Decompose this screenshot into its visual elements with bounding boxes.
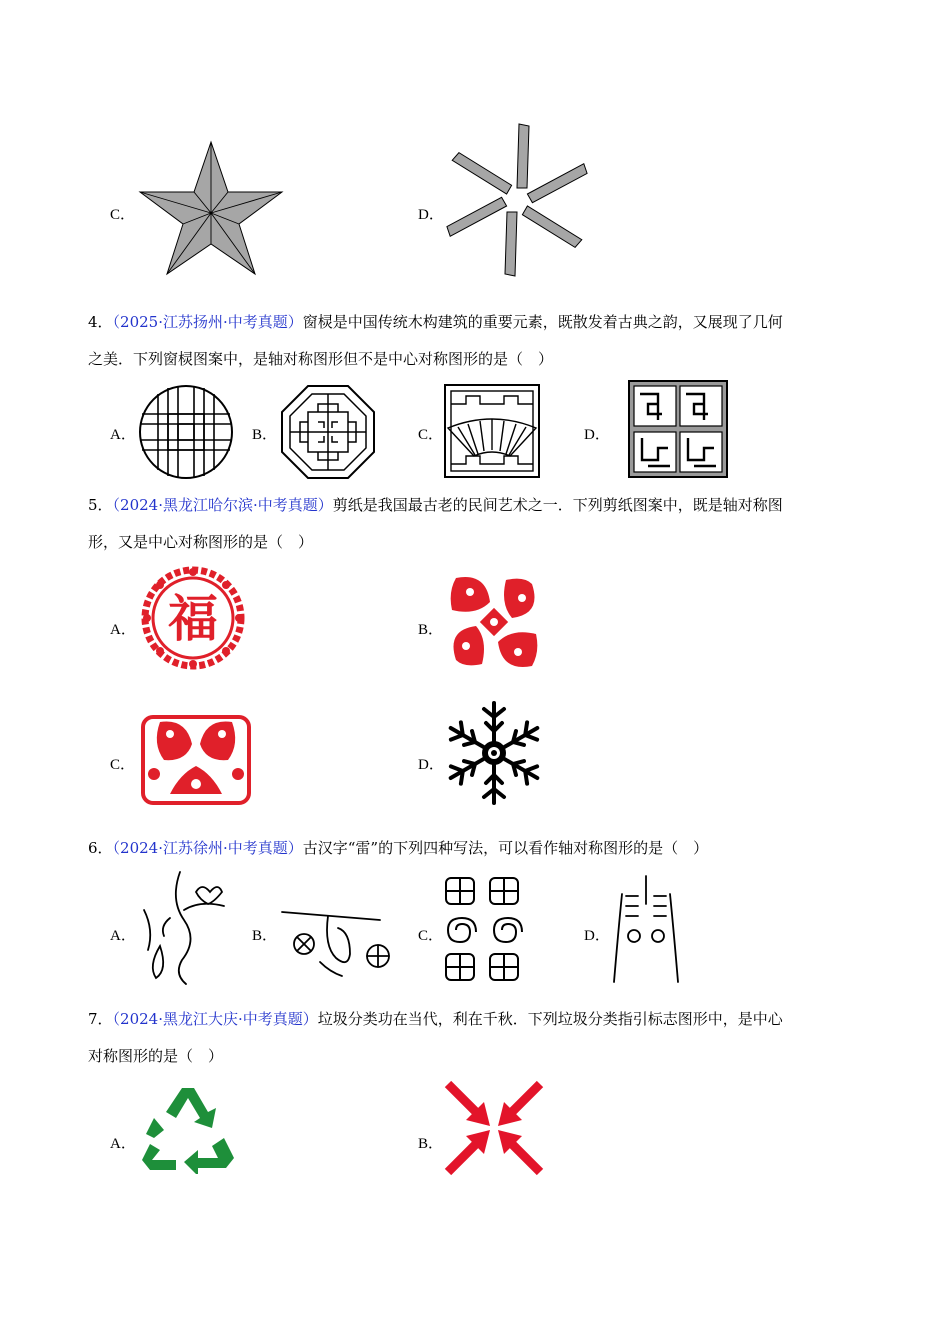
q4-option-d: D．: [584, 427, 610, 443]
q6-option-b: B．: [252, 928, 278, 944]
q5-line1: [88, 494, 783, 516]
q5-option-a: A．: [110, 622, 136, 638]
papercut-twin-fish-figure: [140, 714, 252, 806]
q7-option-a: A．: [110, 1136, 136, 1152]
q6-option-c: C．: [418, 928, 444, 944]
q5-text-1: 剪纸是我国最古老的民间艺术之一．下列剪纸图案中，既是轴对称图: [332, 496, 783, 514]
lattice-circle-figure: [138, 384, 234, 480]
pinwheel-figure: [444, 122, 590, 278]
q4-option-c: C．: [418, 427, 444, 443]
q7-number: 7．: [88, 1010, 113, 1028]
q7-line1: [88, 1008, 783, 1030]
q5-line2: 形，又是中心对称图形的是（ ）: [88, 533, 314, 551]
q6-number: 6．: [88, 839, 113, 857]
q4-line2: 之美．下列窗棂图案中，是轴对称图形但不是中心对称图形的是（ ）: [88, 350, 554, 368]
q5-option-b: B．: [418, 622, 444, 638]
star-figure: [138, 140, 284, 278]
lei-script-c-figure: [442, 874, 524, 984]
lei-script-d-figure: [610, 874, 682, 986]
q4-text-1: 窗棂是中国传统木构建筑的重要元素，既散发着古典之韵，又展现了几何: [302, 313, 783, 331]
q6-option-a: A．: [110, 928, 136, 944]
q6-line1: [88, 837, 708, 859]
lei-script-b-figure: [280, 906, 396, 982]
fu-character: 福: [168, 589, 218, 648]
lattice-fan-figure: [444, 384, 540, 478]
q4-number: 4．: [88, 313, 113, 331]
q6-source: （2024·江苏徐州·中考真题）: [112, 839, 303, 857]
recycle-icon: [138, 1082, 238, 1174]
q7-option-b: B．: [418, 1136, 444, 1152]
q5-option-d: D．: [418, 757, 444, 773]
q6-text-1: 古汉字“雷”的下列四种写法，可以看作轴对称图形的是（ ）: [302, 839, 709, 857]
q6-option-d: D．: [584, 928, 610, 944]
snowflake-figure: [444, 700, 544, 806]
lattice-octagon-figure: [280, 384, 376, 480]
q4-line1: [88, 311, 783, 333]
q7-source: （2024·黑龙江大庆·中考真题）: [112, 1010, 318, 1028]
lei-script-a-figure: [140, 870, 226, 986]
q5-number: 5．: [88, 496, 113, 514]
lattice-key-figure: [628, 380, 728, 478]
option-c-label: C．: [110, 207, 136, 223]
q4-option-b: B．: [252, 427, 278, 443]
papercut-fu-figure: [140, 566, 246, 670]
q7-line2: 对称图形的是（ ）: [88, 1047, 224, 1065]
option-d-label: D．: [418, 207, 444, 223]
papercut-fish-square-figure: [446, 574, 542, 670]
q5-option-c: C．: [110, 757, 136, 773]
q4-source: （2025·江苏扬州·中考真题）: [112, 313, 303, 331]
q4-option-a: A．: [110, 427, 136, 443]
q5-source: （2024·黑龙江哈尔滨·中考真题）: [112, 496, 333, 514]
q7-text-1: 垃圾分类功在当代，利在千秋．下列垃圾分类指引标志图形中，是中心: [317, 1010, 783, 1028]
four-arrows-icon: [444, 1080, 544, 1176]
